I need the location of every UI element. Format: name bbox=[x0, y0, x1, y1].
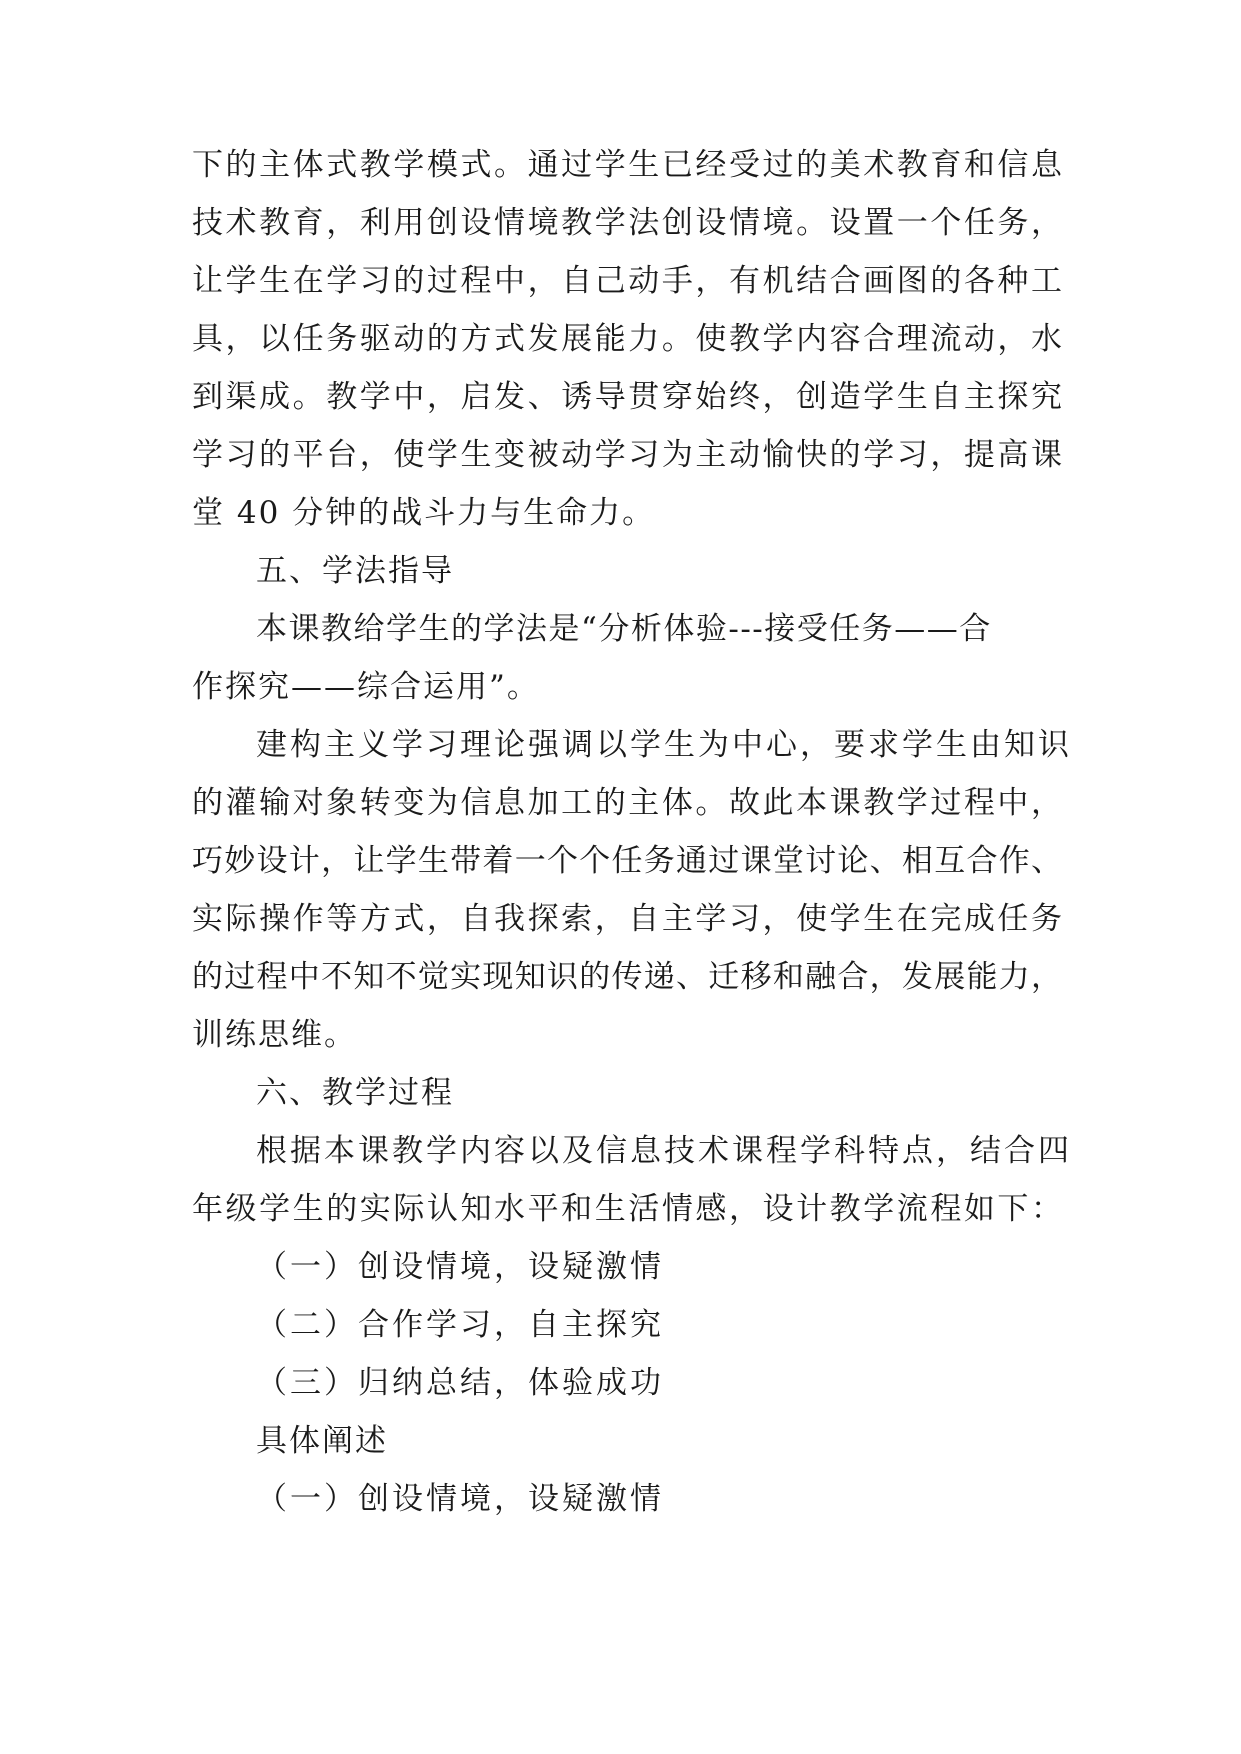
paragraph-line: 到渠成。教学中，启发、诱导贯穿始终，创造学生自主探究 bbox=[192, 379, 1062, 415]
paragraph-line: 巧妙设计，让学生带着一个个任务通过课堂讨论、相互合作、 bbox=[192, 843, 1062, 879]
paragraph-line: 根据本课教学内容以及信息技术课程学科特点，结合四 bbox=[256, 1133, 1072, 1169]
list-item: （二）合作学习，自主探究 bbox=[256, 1307, 664, 1343]
paragraph-line: 年级学生的实际认知水平和生活情感，设计教学流程如下： bbox=[192, 1191, 1062, 1227]
paragraph-line: 学习的平台，使学生变被动学习为主动愉快的学习，提高课 bbox=[192, 437, 1062, 473]
subsection-heading: （一）创设情境，设疑激情 bbox=[256, 1481, 664, 1517]
paragraph-line: 的灌输对象转变为信息加工的主体。故此本课教学过程中， bbox=[192, 785, 1062, 821]
paragraph-line: 具，以任务驱动的方式发展能力。使教学内容合理流动，水 bbox=[192, 321, 1062, 357]
list-item: （三）归纳总结，体验成功 bbox=[256, 1365, 664, 1401]
paragraph-line: 训练思维。 bbox=[192, 1017, 357, 1053]
paragraph-line: 让学生在学习的过程中，自己动手，有机结合画图的各种工 bbox=[192, 263, 1062, 299]
list-item: （一）创设情境，设疑激情 bbox=[256, 1249, 664, 1285]
paragraph-line: 建构主义学习理论强调以学生为中心，要求学生由知识 bbox=[256, 727, 1072, 763]
paragraph-line: 实际操作等方式，自我探索，自主学习，使学生在完成任务 bbox=[192, 901, 1062, 937]
section-heading: 六、教学过程 bbox=[256, 1075, 454, 1111]
paragraph-line: 堂 40 分钟的战斗力与生命力。 bbox=[192, 495, 656, 531]
paragraph-line: 作探究——综合运用”。 bbox=[192, 669, 540, 705]
paragraph-line: 本课教给学生的学法是“分析体验---接受任务——合 bbox=[256, 611, 992, 647]
paragraph-line: 下的主体式教学模式。通过学生已经受过的美术教育和信息 bbox=[192, 147, 1062, 183]
paragraph-line: 的过程中不知不觉实现知识的传递、迁移和融合，发展能力， bbox=[192, 959, 1062, 995]
section-heading: 五、学法指导 bbox=[256, 553, 454, 589]
subheading: 具体阐述 bbox=[256, 1423, 388, 1459]
paragraph-line: 技术教育，利用创设情境教学法创设情境。设置一个任务， bbox=[192, 205, 1062, 241]
